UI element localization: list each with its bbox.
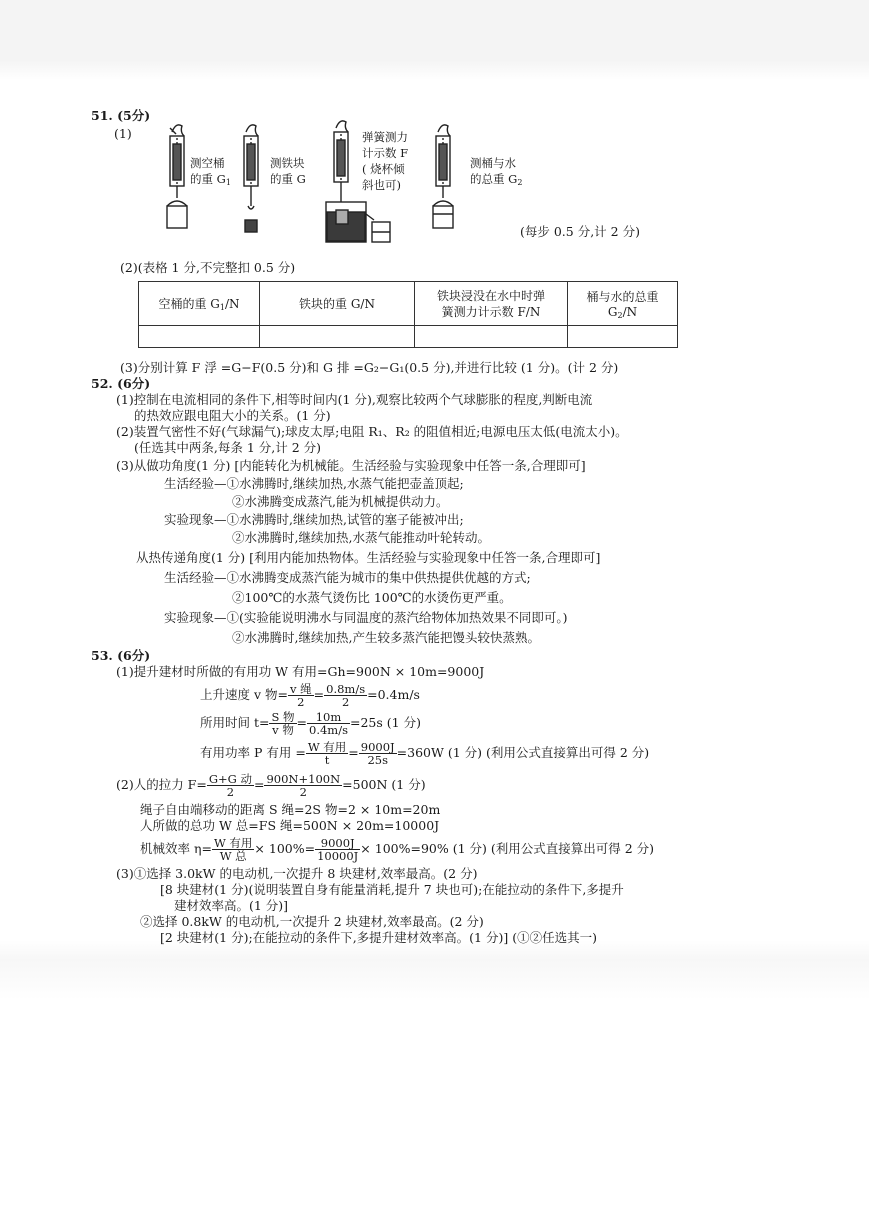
fraction: $\frac{\text{S 物}}{\text{v 物}}$ — [271, 710, 295, 737]
q53-speed-formula: 上升速度 v 物= $\frac{\text{v 绳}}{2}$ = $\frac{0.8m/s}{2}$ =0.4m/s — [200, 682, 420, 709]
q53-time-formula: 所用时间 t= $\frac{\text{S 物}}{\text{v 物}}$ = $\frac{10m}{0.4m/s}$ =25s (1 分) — [200, 710, 421, 737]
fraction: $\frac{10m}{0.4m/s}$ — [309, 710, 348, 737]
spring-scale-empty-bucket — [167, 125, 187, 228]
table-cell — [568, 326, 678, 348]
q51-data-table — [138, 281, 678, 348]
table-header-scale-reading: 铁块浸没在水中时弹 簧测力计示数 F/N — [415, 282, 568, 326]
q52-line-9: ②水沸腾时,继续加热,水蒸气能推动叶轮转动。 — [232, 530, 490, 545]
q52-line-2: 的热效应跟电阻大小的关系。(1 分) — [134, 408, 331, 423]
q52-line-7: ②水沸腾变成蒸汽,能为机械提供动力。 — [232, 494, 449, 509]
q53-part3-note1: [8 块建材(1 分)(说明装置自身有能量消耗,提升 7 块也可);在能拉动的条件下,多提升 — [160, 882, 624, 897]
q51-title: 51. (5分) — [91, 108, 151, 123]
q52-line-4: (任选其中两条,每条 1 分,计 2 分) — [134, 440, 322, 455]
q52-line-5: (3)从做功角度(1 分) [内能转化为机械能。生活经验与实验现象中任答一条,合理即可] — [116, 458, 586, 473]
q52-line-13: 实验现象—①(实验能说明沸水与同温度的蒸汽给物体加热效果不同即可。) — [164, 610, 568, 625]
fig-label-iron-block-1: 测铁块 — [270, 156, 305, 170]
fraction: $\frac{900N+100N}{2}$ — [266, 772, 341, 799]
q53-part3-note1-cont: 建材效率高。(1 分)] — [174, 898, 289, 913]
spring-scale-iron-block — [244, 125, 258, 232]
q53-part1-work: (1)提升建材时所做的有用功 W 有用=Gh=900N × 10m=9000J — [116, 664, 485, 679]
table-header-row — [139, 282, 678, 326]
table-cell — [415, 326, 568, 348]
fraction: $\frac{\text{W 有用}}{t}$ — [307, 740, 347, 767]
q51-part2: (2)(表格 1 分,不完整扣 0.5 分) — [120, 260, 296, 275]
q52-line-8: 实验现象—①水沸腾时,继续加热,试管的塞子能被冲出; — [164, 512, 464, 527]
spring-scale-bucket-water — [433, 125, 453, 228]
fraction: $\frac{9000J}{25s}$ — [360, 740, 395, 767]
fig-label-immersed-4: 斜也可) — [362, 178, 401, 192]
fig-label-bucket-water-1: 测桶与水 — [470, 156, 516, 170]
q53-rope-distance: 绳子自由端移动的距离 S 绳=2S 物=2 × 10m=20m — [140, 802, 441, 817]
fig-label-immersed-1: 弹簧测力 — [362, 130, 408, 144]
q53-total-work: 人所做的总功 W 总=FS 绳=500N × 20m=10000J — [140, 818, 440, 833]
q51-score-note: (每步 0.5 分,计 2 分) — [520, 224, 640, 239]
q52-line-11: 生活经验—①水沸腾变成蒸汽能为城市的集中供热提供优越的方式; — [164, 570, 531, 585]
fig-label-immersed-2: 计示数 F — [362, 146, 409, 160]
table-cell — [260, 326, 415, 348]
fraction: $\frac{0.8m/s}{2}$ — [326, 682, 366, 709]
fraction: $\frac{9000J}{10000J}$ — [317, 836, 359, 863]
fig-label-bucket-water-2: 的总重 $G_2$ — [470, 172, 523, 187]
table-header-bucket-water: 桶与水的总重 $G_2/N$ — [568, 282, 678, 326]
q52-line-10: 从热传递角度(1 分) [利用内能加热物体。生活经验与实验现象中任答一条,合理即可] — [136, 550, 601, 565]
fig-label-empty-bucket-1: 测空桶 — [190, 156, 225, 170]
q51-part3: (3)分别计算 F 浮 =G−F(0.5 分)和 G 排 =G₂−G₁(0.5 分),并进行比较 (1 分)。(计 2 分) — [120, 360, 619, 375]
q53-power-formula: 有用功率 P 有用 = $\frac{\text{W 有用}}{t}$ = $\frac{9000J}{25s}$ =360W (1 分) (利用公式直接算出可得 2 分) — [200, 740, 650, 767]
table-row — [139, 326, 678, 348]
q53-part3-option1: (3)①选择 3.0kW 的电动机,一次提升 8 块建材,效率最高。(2 分) — [116, 866, 478, 881]
q52-title: 52. (6分) — [91, 376, 151, 391]
table-header-empty-bucket: 空桶的重 $G_1/N$ — [139, 282, 260, 326]
q53-part3-option2: ②选择 0.8kW 的电动机,一次提升 2 块建材,效率最高。(2 分) — [140, 914, 484, 929]
fig-label-iron-block-2: 的重 G — [270, 172, 306, 186]
q52-line-6: 生活经验—①水沸腾时,继续加热,水蒸气能把壶盖顶起; — [164, 476, 464, 491]
q53-part3-note2: [2 块建材(1 分);在能拉动的条件下,多提升建材效率高。(1 分)] (①②任选其一) — [160, 930, 597, 945]
q53-efficiency-formula: 机械效率 η= $\frac{\text{W 有用}}{\text{W 总}}$ × 100%= $\frac{9000J}{10000J}$ × 100%=90% (1 分) (利用公式直接算出可得 2 分) — [140, 836, 655, 863]
q51-part1-label: (1) — [114, 126, 132, 141]
fig-label-immersed-3: ( 烧杯倾 — [362, 162, 405, 176]
table-header-iron-block: 铁块的重 G/N — [260, 282, 415, 326]
fraction: $\frac{\text{W 有用}}{\text{W 总}}$ — [213, 836, 253, 863]
q53-part2-force: (2)人的拉力 F= $\frac{\text{G+G 动}}{2}$ = $\frac{900N+100N}{2}$ =500N (1 分) — [116, 772, 426, 799]
q52-line-1: (1)控制在电流相同的条件下,相等时间内(1 分),观察比较两个气球膨胀的程度,判断电流 — [116, 392, 593, 407]
table-cell — [139, 326, 260, 348]
fraction: $\frac{\text{v 绳}}{2}$ — [289, 682, 312, 709]
q53-title: 53. (6分) — [91, 648, 151, 663]
fig-label-empty-bucket-2: 的重 $G_1$ — [190, 172, 231, 187]
q52-line-14: ②水沸腾时,继续加热,产生较多蒸汽能把馒头较快蒸熟。 — [232, 630, 540, 645]
q52-line-12: ②100℃的水蒸气烫伤比 100℃的水烫伤更严重。 — [232, 590, 512, 605]
fraction: $\frac{\text{G+G 动}}{2}$ — [208, 772, 252, 799]
q52-line-3: (2)装置气密性不好(气球漏气);球皮太厚;电阻 R₁、R₂ 的阻值相近;电源电压太低(电流太小)。 — [116, 424, 628, 439]
